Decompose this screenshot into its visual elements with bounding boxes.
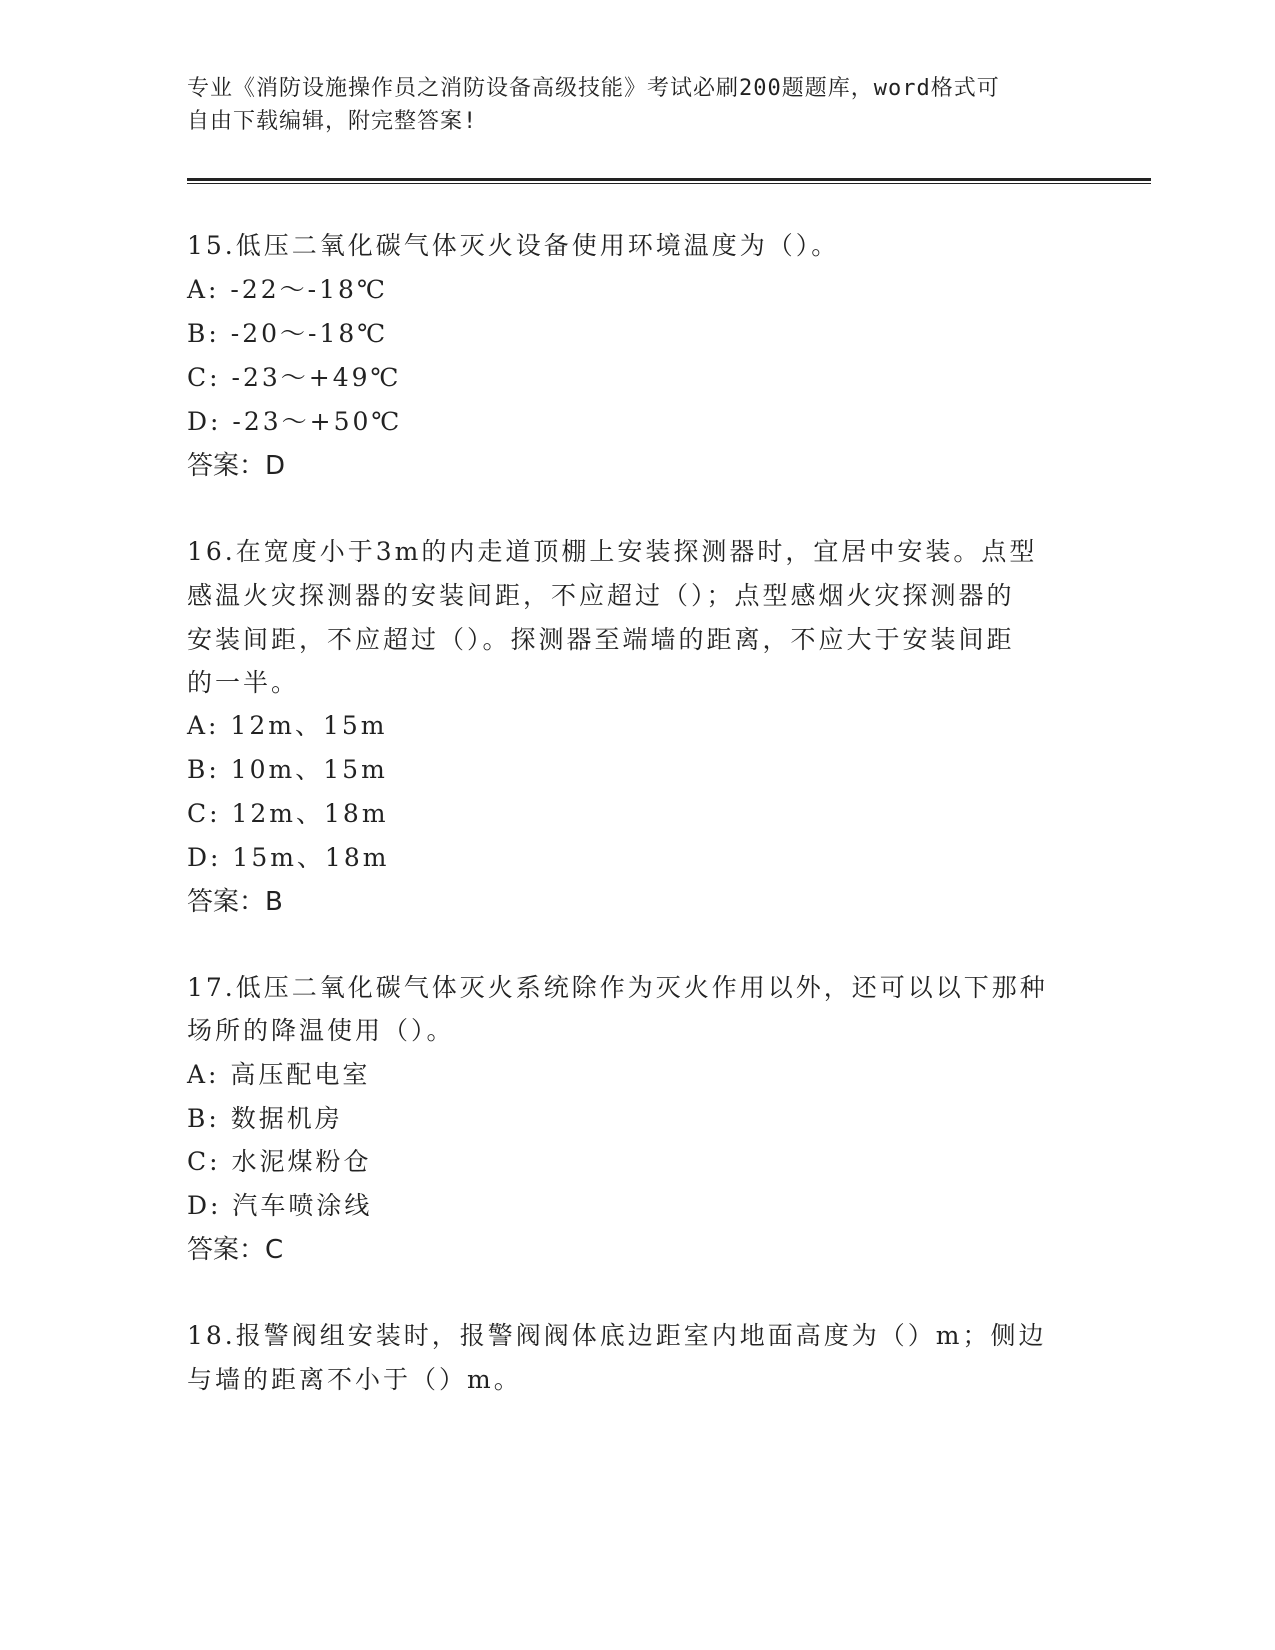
header-divider-thin [187,183,1151,184]
header-divider-thick [187,178,1151,181]
question-17-option-d: D: 汽车喷涂线 [187,1191,373,1220]
question-16-option-b: B: 10m、15m [187,755,388,784]
question-16-text-line-2: 感温火灾探测器的安装间距，不应超过（）；点型感烟火灾探测器的 [187,581,1015,610]
question-17-answer: 答案：C [187,1235,284,1265]
question-16-option-a: A: 12m、15m [187,711,388,740]
question-17-text-line-2: 场所的降温使用（）。 [187,1016,455,1045]
question-15-option-a: A: -22～-18℃ [187,275,388,304]
question-16-option-c: C: 12m、18m [187,799,389,828]
question-16-option-d: D: 15m、18m [187,843,390,872]
document-header [187,72,1067,138]
question-15-option-b: B: -20～-18℃ [187,319,389,348]
question-17-option-b: B: 数据机房 [187,1104,343,1133]
question-17-text-line-1: 17.低压二氧化碳气体灭火系统除作为灭火作用以外，还可以以下那种 [187,973,1048,1002]
header-line-2: 自由下载编辑，附完整答案! [187,109,478,134]
question-16-answer: 答案：B [187,887,283,917]
question-16-text-line-4: 的一半。 [187,668,300,697]
question-15-option-c: C: -23～+49℃ [187,363,402,392]
question-16-text-line-3: 安装间距，不应超过（）。探测器至端墙的距离，不应大于安装间距 [187,625,1015,654]
header-line-1: 专业《消防设施操作员之消防设备高级技能》考试必刷200题题库，word格式可 [187,76,1000,101]
question-18-text-line-1: 18.报警阀组安装时，报警阀阀体底边距室内地面高度为（）m；侧边 [187,1321,1047,1350]
question-17-option-a: A: 高压配电室 [187,1060,371,1089]
question-17-option-c: C: 水泥煤粉仓 [187,1147,372,1176]
question-15-answer: 答案：D [187,451,286,481]
question-16-text-line-1: 16.在宽度小于3m的内走道顶棚上安装探测器时，宜居中安装。点型 [187,537,1038,566]
question-15-text: 15.低压二氧化碳气体灭火设备使用环境温度为（）。 [187,231,840,260]
question-18-text-line-2: 与墙的距离不小于（）m。 [187,1365,522,1394]
question-15-option-d: D: -23～+50℃ [187,407,403,436]
